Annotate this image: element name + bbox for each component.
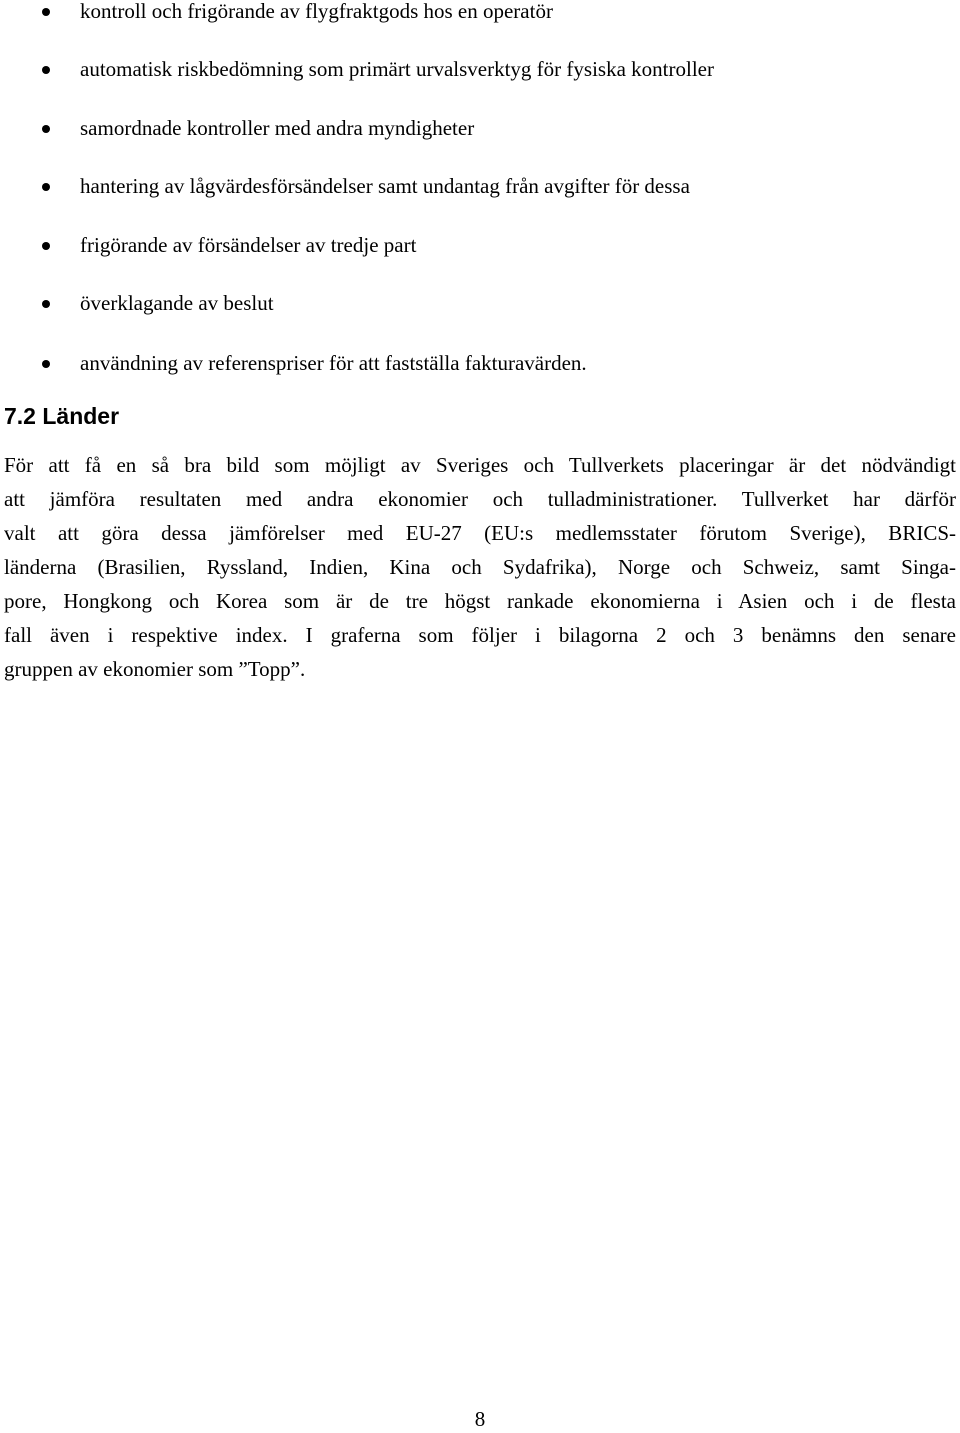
list-item	[0, 175, 960, 205]
section-heading: 7.2 Länder	[4, 403, 120, 429]
bullet-icon	[42, 125, 50, 133]
paragraph-line: pore, Hongkong och Korea som är de tre högst rankade ekonomierna i Asien och i de flesta	[4, 589, 956, 613]
list-item	[0, 292, 960, 322]
paragraph-line: gruppen av ekonomier som ”Topp”.	[4, 657, 306, 681]
page-number: 8	[474, 1407, 486, 1431]
list-item	[0, 117, 960, 147]
bullet-icon	[42, 360, 50, 368]
list-item	[0, 352, 960, 382]
list-item-text: samordnade kontroller med andra myndigheter	[80, 116, 475, 140]
body-paragraph	[4, 448, 956, 686]
bullet-icon	[42, 8, 50, 16]
list-item-text: frigörande av försändelser av tredje part	[80, 233, 417, 257]
bullet-icon	[42, 300, 50, 308]
bullet-icon	[42, 183, 50, 191]
bullet-icon	[42, 66, 50, 74]
list-item	[0, 58, 960, 88]
paragraph-line: fall även i respektive index. I graferna som följer i bilagorna 2 och 3 benämns den senare	[4, 623, 956, 647]
list-item-text: kontroll och frigörande av flygfraktgods hos en operatör	[80, 0, 553, 23]
list-item-text: hantering av lågvärdesförsändelser samt undantag från avgifter för dessa	[80, 174, 690, 198]
paragraph-line: valt att göra dessa jämförelser med EU-27 (EU:s medlemsstater förutom Sverige), BRICS-	[4, 521, 956, 545]
list-item	[0, 0, 960, 30]
paragraph-line: länderna (Brasilien, Ryssland, Indien, Kina och Sydafrika), Norge och Schweiz, samt Singa-	[4, 555, 956, 579]
paragraph-line: att jämföra resultaten med andra ekonomier och tulladministrationer. Tullverket har därför	[4, 487, 956, 511]
list-item	[0, 234, 960, 264]
paragraph-line: För att få en så bra bild som möjligt av Sveriges och Tullverkets placeringar är det nödvändigt	[4, 453, 956, 477]
list-item-text: användning av referenspriser för att fastställa fakturavärden.	[80, 351, 587, 375]
list-item-text: automatisk riskbedömning som primärt urvalsverktyg för fysiska kontroller	[80, 57, 714, 81]
list-item-text: överklagande av beslut	[80, 291, 274, 315]
bullet-icon	[42, 242, 50, 250]
